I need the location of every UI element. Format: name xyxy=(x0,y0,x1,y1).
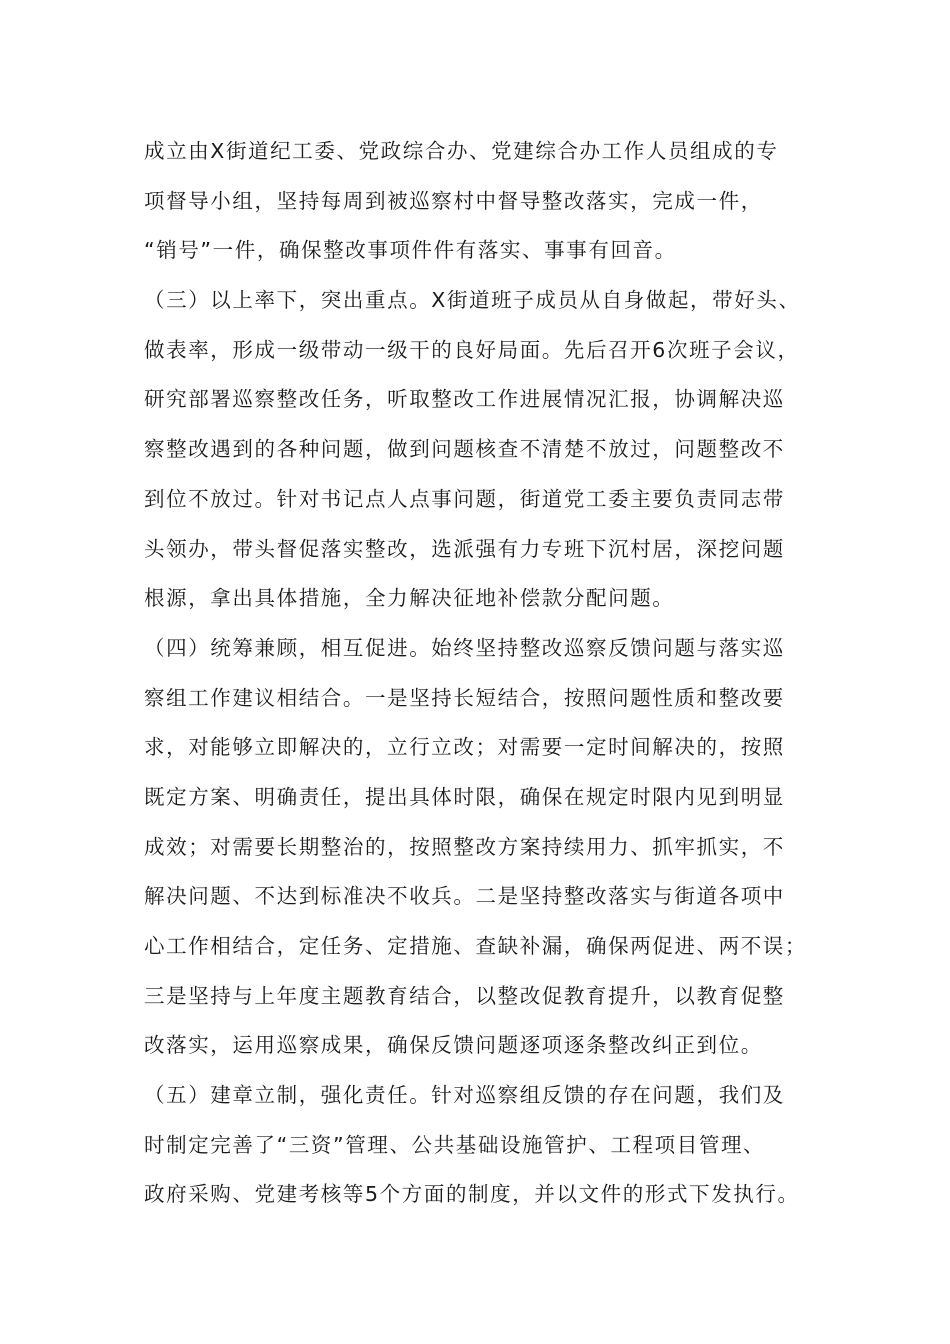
text-line: 心工作相结合，定任务、定措施、查缺补漏，确保两促进、两不误； xyxy=(144,934,807,958)
text-line: 时制定完善了“三资”管理、公共基础设施管护、工程项目管理、 xyxy=(144,1132,766,1157)
text-line: 察组工作建议相结合。一是坚持长短结合，按照问题性质和整改要 xyxy=(144,685,785,710)
text-line: 求，对能够立即解决的，立行立改；对需要一定时间解决的，按照 xyxy=(144,735,785,760)
text-line: 成立由X街道纪工委、党政综合办、党建综合办工作人员组成的专 xyxy=(144,139,779,163)
text-line: 改落实，运用巡察成果，确保反馈问题逐项逐条整改纠正到位。 xyxy=(144,1033,763,1058)
text-line: 政府采购、党建考核等5个方面的制度，并以文件的形式下发执行。 xyxy=(144,1182,800,1207)
text-line: 项督导小组，坚持每周到被巡察村中督导整改落实，完成一件， xyxy=(144,188,763,213)
text-line: 察整改遇到的各种问题，做到问题核查不清楚不放过，问题整改不 xyxy=(144,437,785,462)
text-line: 成效；对需要长期整治的，按照整改方案持续用力、抓牢抓实，不 xyxy=(144,834,785,859)
text-line: 到位不放过。针对书记点人点事问题，街道党工委主要负责同志带 xyxy=(144,486,785,511)
text-line: （四）统筹兼顾，相互促进。始终坚持整改巡察反馈问题与落实巡 xyxy=(144,635,785,660)
text-line: 既定方案、明确责任，提出具体时限，确保在规定时限内见到明显 xyxy=(144,784,785,809)
body-text xyxy=(144,127,844,1220)
text-line: 做表率，形成一级带动一级干的良好局面。先后召开6次班子会议， xyxy=(144,337,800,362)
text-line: （五）建章立制，强化责任。针对巡察组反馈的存在问题，我们及 xyxy=(144,1083,785,1108)
text-line: （三）以上率下，突出重点。X街道班子成员从自身做起，带好头、 xyxy=(144,288,801,313)
text-line: 三是坚持与上年度主题教育结合，以整改促教育提升，以教育促整 xyxy=(144,983,785,1008)
text-line: 根源，拿出具体措施，全力解决征地补偿款分配问题。 xyxy=(144,586,675,611)
text-line: “销号”一件，确保整改事项件件有落实、事事有回音。 xyxy=(144,238,677,263)
text-line: 解决问题、不达到标准决不收兵。二是坚持整改落实与街道各项中 xyxy=(144,884,785,909)
text-line: 头领办，带头督促落实整改，选派强有力专班下沉村居，深挖问题 xyxy=(144,536,785,561)
text-line: 研究部署巡察整改任务，听取整改工作进展情况汇报，协调解决巡 xyxy=(144,387,785,412)
